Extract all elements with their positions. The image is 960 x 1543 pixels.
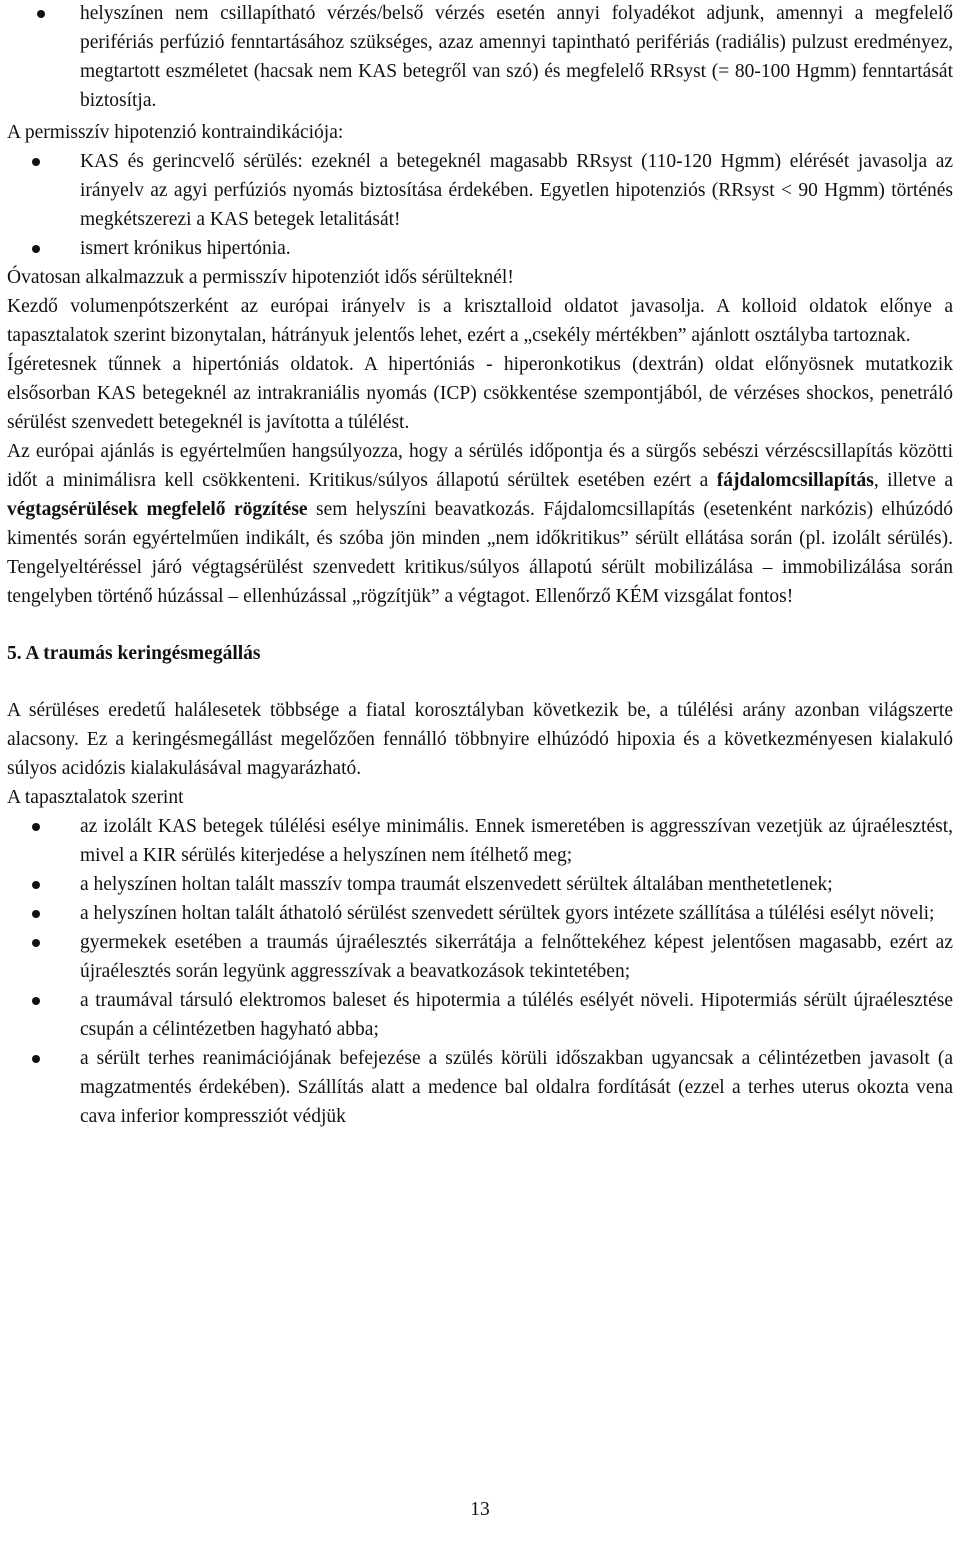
experience-item: a sérült terhes reanimációjának befejezése a szülés körüli időszakban ugyancsak a célintézetben javasolt (a magzatmentés érdekében). Szállítás alatt a medence bal oldalra fordítását (ezzel a terhes uterus okozta vena cava inferior kompressziót védjük — [7, 1044, 953, 1131]
bold-term-analgesia: fájdalomcsillapítás — [716, 470, 874, 491]
contraindication-item: ismert krónikus hipertónia. — [7, 234, 953, 263]
paragraph-european-recommendation — [7, 437, 953, 611]
section-heading: 5. A traumás keringésmegállás — [7, 643, 261, 664]
intro-bullet-list — [7, 0, 953, 115]
experience-list — [7, 812, 953, 1131]
spacer — [7, 668, 953, 696]
experience-item: az izolált KAS betegek túlélési esélye minimális. Ennek ismeretében is aggresszívan vezetjük az újraélesztést, mivel a KIR sérülés kiterjedése a helyszínen nem ítélhető meg; — [7, 812, 953, 870]
document-page — [7, 0, 953, 1131]
paragraph-text: , illetve a — [873, 470, 953, 491]
experience-item: gyermekek esetében a traumás újraélesztés sikerrátája a felnőttekéhez képest jelentősen magasabb, ezért az újraélesztés során legyünk aggresszívak a beavatkozások tekintetében; — [7, 928, 953, 986]
contraindication-list — [7, 147, 953, 263]
paragraph-volumen: Kezdő volumenpótszerként az európai irányelv is a krisztalloid oldatot javasolja. A kolloid oldatok előnye a tapasztalatok szerint bizonytalan, hátrányuk jelentős lehet, ezért a „csekély mértékben” ajánlott osztályba tartoznak. — [7, 296, 953, 346]
paragraph-section-intro: A sérüléses eredetű halálesetek többsége a fiatal korosztályban következik be, a túlélési arány azonban világszerte alacsony. Ez a keringésmegállást megelőzően fennálló többnyire elhúzódó hipoxia és a következményesen kialakuló súlyos acidózis kialakulásával magyarázható. — [7, 700, 953, 779]
caution-line: Óvatosan alkalmazzuk a permisszív hipotenziót idős sérülteknél! — [7, 267, 514, 288]
paragraph-text: Az európai ajánlás is egyértelműen hangsúlyozza, hogy a sérülés időpontja és a sürgős sebészi vérzéscsillapítás közötti időt a minimálisra kell csökkenteni. Kritikus/súlyos állapotú sérültek esetében ezért a — [7, 441, 953, 491]
paragraph-text: sem helyszíni beavatkozás. Fájdalomcsillapítás (esetenként narkózis) elhúzódó kimentés során egyértelműen indikált, és szóba jön minden „nem időkritikus” sérült ellátása során (pl. izolált sérülés). Tengelyeltéréssel járó végtagsérülést szenvedett kritikus/súlyos állapotú sérült mobilizálása – immobilizálása során tengelyben történő húzással – ellenhúzással „rögzítjük” a végtagot. Ellenőrző KÉM vizsgálat fontos! — [7, 499, 953, 607]
experience-item: a traumával társuló elektromos baleset és hipotermia a túlélés esélyét növeli. Hipotermiás sérült újraélesztése csupán a célintézetben hagyható abba; — [7, 986, 953, 1044]
contraindication-item: KAS és gerincvelő sérülés: ezeknél a betegeknél magasabb RRsyst (110-120 Hgmm) elérését javasolja az irányelv az agyi perfúziós nyomás biztosítása érdekében. Egyetlen hipotenziós (RRsyst < 90 Hgmm) történés megkétszerezi a KAS betegek letalitását! — [7, 147, 953, 234]
contraindication-heading: A permisszív hipotenzió kontraindikációja: — [7, 122, 344, 143]
experience-heading: A tapasztalatok szerint — [7, 787, 184, 808]
experience-item: a helyszínen holtan talált masszív tompa traumát elszenvedett sérültek általában menthetetlenek; — [7, 870, 953, 899]
paragraph-hypertonic: Ígéretesnek tűnnek a hipertóniás oldatok. A hipertóniás - hiperonkotikus (dextrán) oldat előnyösnek mutatkozik elsősorban KAS betegeknél az intrakraniális nyomás (ICP) csökkentése szempontjából, de vérzéses shockos, penetráló sérülést szenvedett betegeknél is javította a túlélést. — [7, 354, 953, 433]
spacer — [7, 611, 953, 639]
page-number: 13 — [470, 1499, 490, 1520]
bold-term-limb-fixation: végtagsérülések megfelelő rögzítése — [7, 499, 308, 520]
experience-item: a helyszínen holtan talált áthatoló sérülést szenvedett sérültek gyors intézete szállítása a túlélési esélyt növeli; — [7, 899, 953, 928]
intro-bullet-item: helyszínen nem csillapítható vérzés/belső vérzés esetén annyi folyadékot adjunk, amennyi a megfelelő perifériás perfúzió fenntartásához szükséges, azaz amennyi tapintható perifériás (radiális) pulzust eredményez, megtartott eszméletet (hacsak nem KAS betegről van szó) és megfelelő RRsyst (= 80-100 Hgmm) fenntartását biztosítja. — [7, 0, 953, 115]
